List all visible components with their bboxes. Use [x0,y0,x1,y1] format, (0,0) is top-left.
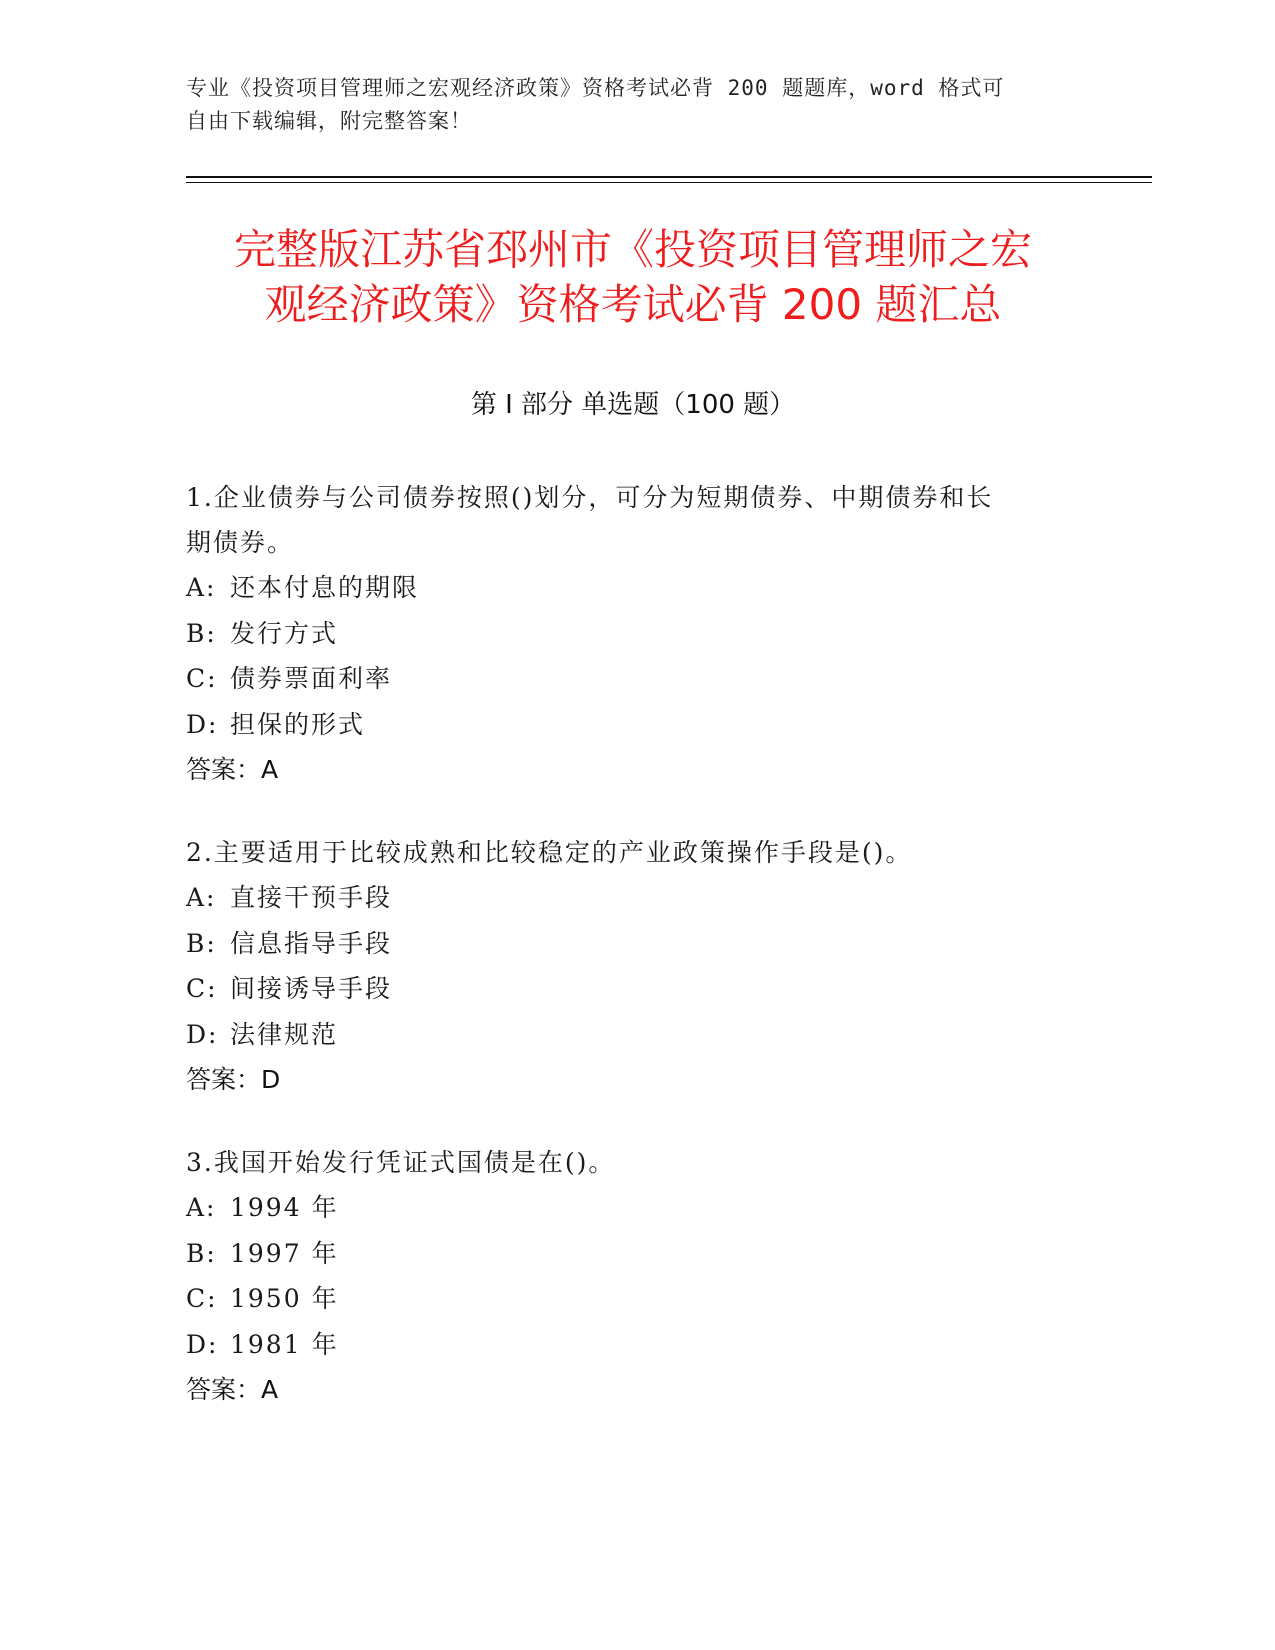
option-key: A: [186,883,217,912]
question-stem-line: 3.我国开始发行凭证式国债是在()。 [186,1148,616,1177]
option-text: 法律规范 [230,1019,339,1049]
answer-line: 答案：A [186,1375,279,1404]
header-note [186,72,1066,138]
question-stem [186,830,1066,875]
option-text: 发行方式 [230,618,339,648]
option-key: B: [186,618,217,648]
option-c [186,656,1066,702]
header-rule-thick [186,176,1152,178]
question-list [186,475,1066,1450]
option-text: 1950 年 [230,1284,339,1313]
option-key: A: [186,1193,217,1222]
option-b [186,921,1066,967]
option-c [186,966,1066,1012]
header-note-line-1: 专业《投资项目管理师之宏观经济政策》资格考试必背 200 题题库，word 格式可 [186,76,1005,100]
option-text: 1994 年 [230,1193,339,1222]
option-text: 债券票面利率 [230,664,393,693]
question-stem-line: 期债券。 [186,528,295,557]
option-key: A: [186,573,217,602]
header-note-line-2: 自由下载编辑，附完整答案！ [186,109,472,133]
question-2 [186,830,1066,1102]
option-text: 担保的形式 [230,709,366,739]
option-key: B: [186,1238,217,1268]
option-a [186,875,1066,921]
question-stem-line: 1.企业债券与公司债券按照()划分，可分为短期债券、中期债券和长 [186,483,994,512]
option-text: 还本付息的期限 [230,573,420,602]
option-text: 信息指导手段 [230,928,393,958]
section-heading: 第 I 部分 单选题（100 题） [470,390,796,420]
option-b [186,611,1066,657]
option-d [186,1012,1066,1058]
option-text: 直接干预手段 [230,883,393,912]
document-title-line-2: 观经济政策》资格考试必背 200 题汇总 [264,280,1002,329]
question-1 [186,475,1066,792]
document-title [186,222,1080,332]
option-key: C: [186,1284,218,1313]
option-key: C: [186,974,218,1003]
question-3 [186,1140,1066,1412]
option-key: D: [186,1329,219,1359]
option-a [186,565,1066,611]
document-title-line-1: 完整版江苏省邳州市《投资项目管理师之宏 [233,225,1032,274]
option-d [186,1322,1066,1368]
option-text: 间接诱导手段 [230,974,393,1003]
option-key: B: [186,928,217,958]
question-stem [186,475,1066,565]
option-key: D: [186,1019,219,1049]
option-key: D: [186,709,219,739]
option-b [186,1231,1066,1277]
option-key: C: [186,664,218,693]
option-text: 1997 年 [230,1238,339,1268]
answer-line: 答案：D [186,1065,281,1094]
option-d [186,702,1066,748]
option-text: 1981 年 [230,1329,339,1359]
option-a [186,1185,1066,1231]
question-stem [186,1140,1066,1185]
header-rule-thin [186,182,1152,183]
answer-line: 答案：A [186,755,279,784]
option-c [186,1276,1066,1322]
question-stem-line: 2.主要适用于比较成熟和比较稳定的产业政策操作手段是()。 [186,838,913,867]
